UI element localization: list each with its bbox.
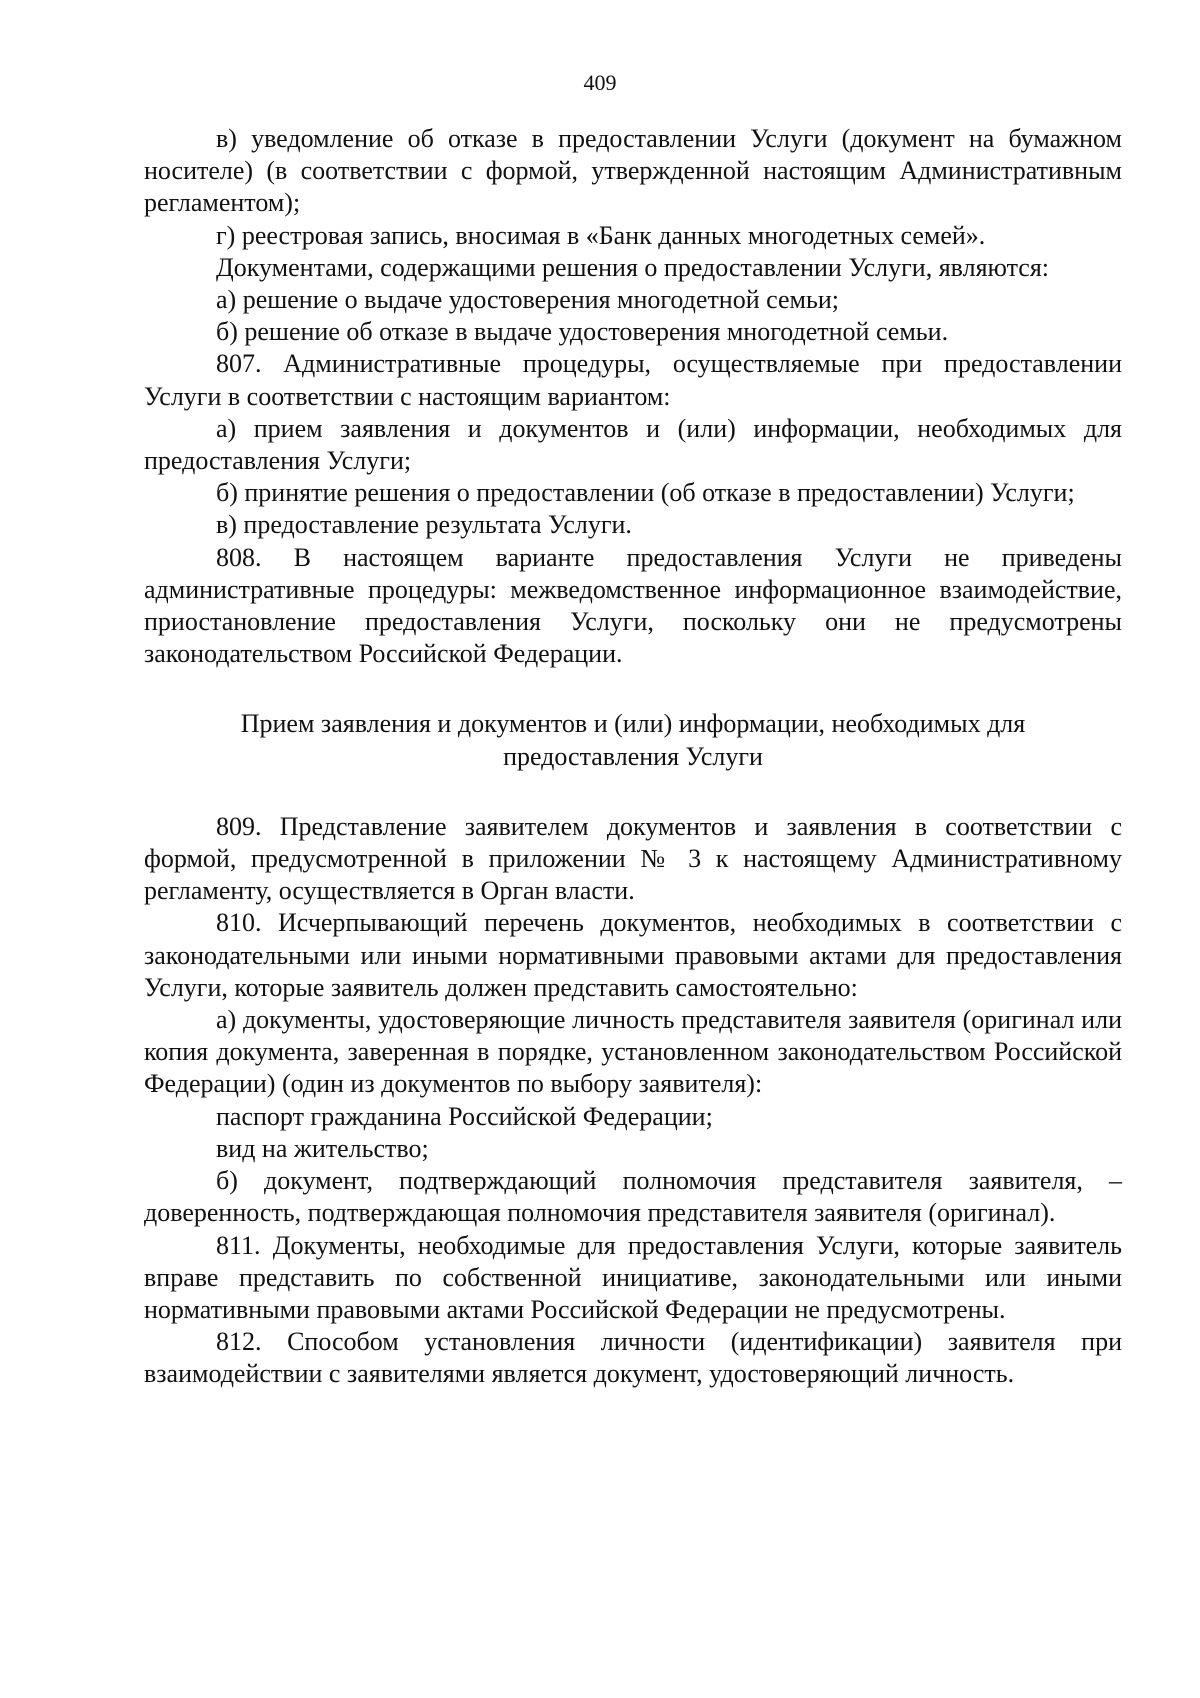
paragraph-item-b-refusal-decision: б) решение об отказе в выдаче удостоверения многодетной семьи.: [216, 317, 949, 347]
section-heading-line-1: Прием заявления и документов и (или) информации, необходимых для: [240, 709, 1026, 739]
paragraph-807-item-a: а) прием заявления и документов и (или) информации, необходимых для предоставления Услуги;: [144, 413, 1122, 476]
document-body: [144, 123, 1122, 1391]
paragraph-807: 807. Административные процедуры, осуществляемые при предоставлении Услуги в соответствии с настоящим вариантом:: [144, 349, 1122, 411]
page-number: 409: [583, 70, 617, 95]
paragraph-807-item-v: в) предоставление результата Услуги.: [216, 510, 632, 540]
paragraph-810-passport: паспорт гражданина Российской Федерации;: [216, 1101, 713, 1131]
paragraph-810-item-b: б) документ, подтверждающий полномочия представителя заявителя, – доверенность, подтверждающая полномочия представителя заявителя (оригинал).: [144, 1166, 1122, 1228]
paragraph-810: 810. Исчерпывающий перечень документов, необходимых в соответствии с законодательными или иными нормативными правовыми актами для предоставления Услуги, которые заявитель должен представить самостоятельно:: [144, 908, 1122, 1002]
paragraph-811: 811. Документы, необходимые для предоставления Услуги, которые заявитель вправе представить по собственной инициативе, законодательными или иными нормативными правовыми актами Российской Федерации не предусмотрены.: [144, 1230, 1122, 1324]
paragraph-decision-documents: Документами, содержащими решения о предоставлении Услуги, являются:: [216, 252, 1050, 282]
paragraph-807-item-b: б) принятие решения о предоставлении (об отказе в предоставлении) Услуги;: [216, 478, 1075, 508]
paragraph-item-v-notice: в) уведомление об отказе в предоставлении Услуги (документ на бумажном носителе) (в соответствии с формой, утвержденной настоящим Административным регламентом);: [144, 124, 1122, 218]
paragraph-809: 809. Представление заявителем документов и заявления в соответствии с формой, предусмотренной в приложении № 3 к настоящему Административному регламенту, осуществляется в Орган власти.: [144, 811, 1122, 906]
paragraph-812: 812. Способом установления личности (идентификации) заявителя при взаимодействии с заявителями является документ, удостоверяющий личность.: [144, 1327, 1122, 1389]
paragraph-810-item-a: а) документы, удостоверяющие личность представителя заявителя (оригинал или копия документа, заверенная в порядке, установленном законодательством Российской Федерации) (один из документов по выбору заявителя):: [144, 1005, 1122, 1099]
section-heading-line-2: предоставления Услуги: [503, 741, 763, 771]
paragraph-item-g-registry: г) реестровая запись, вносимая в «Банк данных многодетных семей».: [216, 220, 986, 250]
paragraph-item-a-issue-decision: а) решение о выдаче удостоверения многодетной семьи;: [216, 285, 839, 315]
section-heading: [144, 708, 1122, 772]
paragraph-810-residence-permit: вид на жительство;: [216, 1133, 429, 1163]
paragraph-808: 808. В настоящем варианте предоставления Услуги не приведены административные процедуры: межведомственное информационное взаимодействие, приостановление предоставления Услуги, поскольку они не предусмотрены законодательством Российской Федерации.: [144, 542, 1122, 669]
